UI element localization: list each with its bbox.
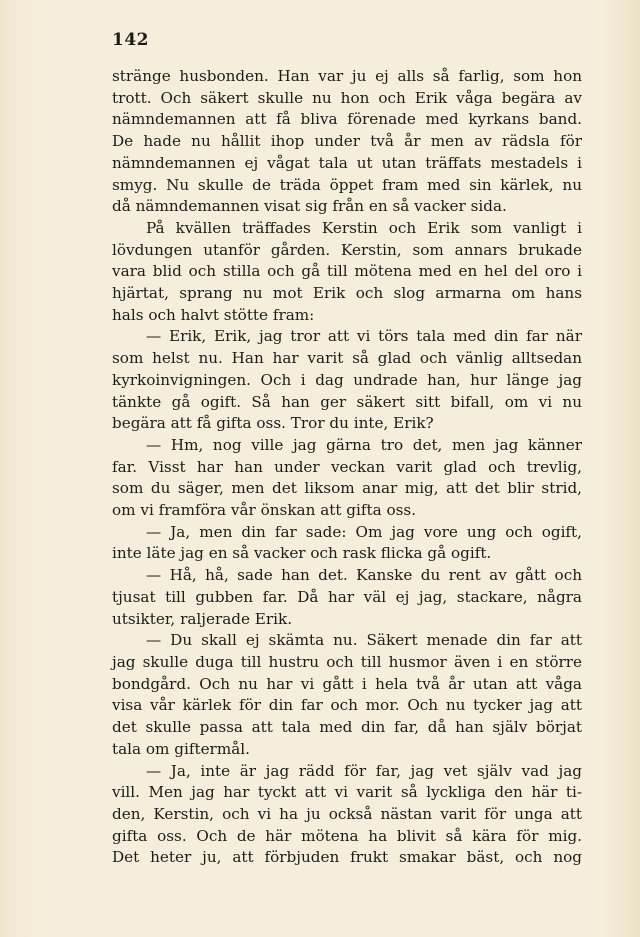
text-line: begära att få gifta oss. Tror du inte, Erik? [112,414,434,433]
text-line: far. Visst har han under veckan varit glad och trevlig, [112,457,582,476]
text-line: lövdungen utanför gården. Kerstin, som annars brukade [112,240,582,259]
text-line: det skulle passa att tala med din far, då han själv börjat [112,718,582,737]
page-number: 142 [112,30,149,50]
text-line: visa vår kärlek för din far och mor. Och nu tycker jag att [112,696,582,715]
text-line: inte läte jag en så vacker och rask flicka gå ogift. [112,544,492,563]
text-line: De hade nu hållit ihop under två år men av rädsla för [112,132,582,151]
text-line: gifta oss. Och de här mötena ha blivit så kära för mig. [112,826,582,845]
text-line: hals och halvt stötte fram: [112,305,315,324]
text-line: tjusat till gubben far. Då har väl ej jag, stackare, några [112,587,582,606]
text-line: stränge husbonden. Han var ju ej alls så farlig, som hon [112,67,582,85]
text-line: jag skulle duga till hustru och till husmor även i en större [112,652,582,671]
text-line: trott. Och säkert skulle nu hon och Erik våga begära av [112,88,582,107]
text-line: vill. Men jag har tyckt att vi varit så lyckliga den här ti- [112,783,582,802]
text-line: nämndemannen ej vågat tala ut utan träffats mestadels i [112,153,582,172]
text-line: — Hå, hå, sade han det. Kanske du rent av gått och [146,566,582,585]
text-line: — Ja, inte är jag rädd för far, jag vet själv vad jag [146,761,582,780]
text-line: Det heter ju, att förbjuden frukt smakar bäst, och nog [112,848,582,867]
text-line: vara blid och stilla och gå till mötena med en hel del oro i [112,262,582,281]
text-line: som helst nu. Han har varit så glad och vänlig alltsedan [112,349,582,368]
text-line: På kvällen träffades Kerstin och Erik som vanligt i [146,218,582,237]
text-line: då nämndemannen visat sig från en så vacker sida. [112,197,507,216]
text-line: som du säger, men det liksom anar mig, att det blir strid, [112,479,582,498]
text-line: kyrkoinvigningen. Och i dag undrade han, hur länge jag [112,370,582,389]
text-line: tänkte gå ogift. Så han ger säkert sitt bifall, om vi nu [112,392,582,411]
text-line: tala om giftermål. [112,739,250,758]
text-line: den, Kerstin, och vi ha ju också nästan varit för unga att [112,804,582,823]
text-line: — Ja, men din far sade: Om jag vore ung och ogift, [146,522,582,541]
text-line: bondgård. Och nu har vi gått i hela två år utan att våga [112,674,582,693]
text-line: hjärtat, sprang nu mot Erik och slog armarna om hans [112,284,582,303]
text-line: nämndemannen att få bliva förenade med kyrkans band. [112,110,582,129]
text-line: utsikter, raljerade Erik. [112,609,293,628]
text-line: om vi framföra vår önskan att gifta oss. [112,501,417,520]
text-line: — Hm, nog ville jag gärna tro det, men jag känner [146,435,582,454]
text-line: smyg. Nu skulle de träda öppet fram med sin kärlek, nu [112,175,582,194]
body-text [112,66,582,869]
text-line: — Erik, Erik, jag tror att vi törs tala med din far när [146,327,582,346]
text-line: — Du skall ej skämta nu. Säkert menade din far att [146,631,582,650]
